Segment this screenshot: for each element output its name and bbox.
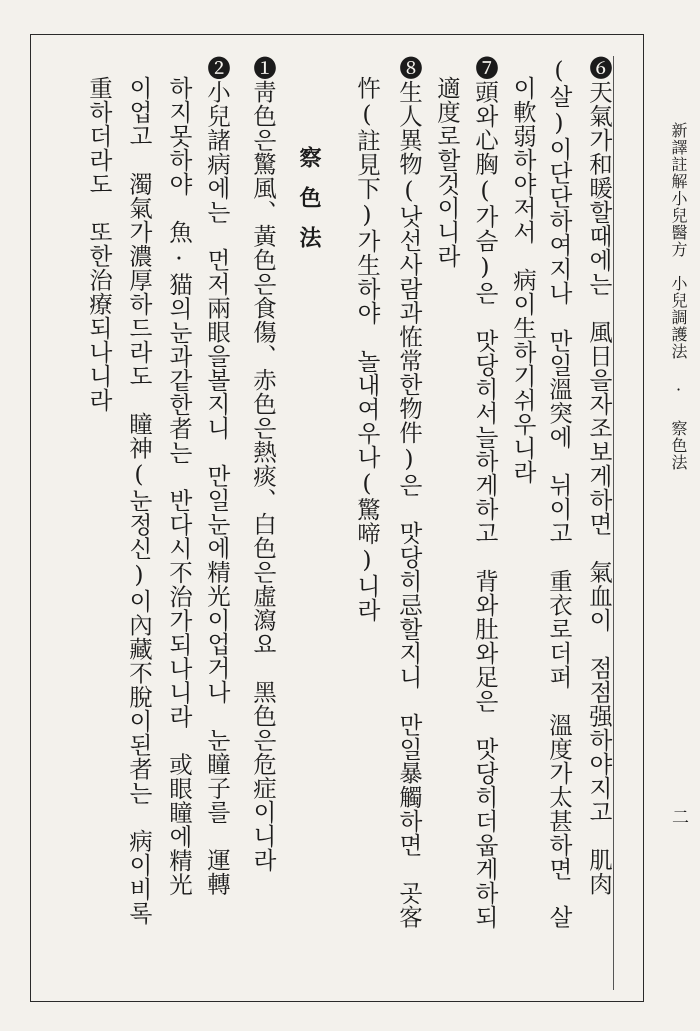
text-column: 重하더라도 또한治療되나니라 bbox=[85, 76, 113, 412]
text-column: 이軟弱하야저서 病이生하기쉬우니라 bbox=[509, 76, 537, 484]
section-title: 察色法 bbox=[296, 146, 322, 266]
text-column: 이업고 濁氣가濃厚하드라도 瞳神(눈정신)이內藏不脫이된者는 病이비록 bbox=[125, 76, 153, 925]
text-column: 忤(註見下)가生하야 놀내여우나(驚啼)니라 bbox=[353, 76, 381, 622]
text-column: 適度로할것이니라 bbox=[433, 76, 461, 268]
running-title: 新譯註解小兒醫方 小兒調護法 · 察色法 bbox=[669, 122, 688, 471]
text-column: ❼頭와心胸(가슴)은 맛당히서늘하게하고 背와肚와足은 맛당히더웁게하되 bbox=[471, 56, 499, 929]
text-column: ❽生人異物(낫선사람과恠常한物件)은 맛당히忌할지니 만일暴觸하면 곳客 bbox=[395, 56, 423, 929]
header-divider-line bbox=[613, 56, 614, 990]
text-column: 하지못하야 魚·猫의눈과같한者는 반다시不治가되나니라 或眼瞳에精光 bbox=[165, 76, 193, 897]
text-column: (살)이단단하여지나 만일溫突에 뉘이고 重衣로더퍼 溫度가太甚하면 살 bbox=[545, 56, 573, 929]
text-column: ❻天氣가和暖할때에는 風日을자조보게하면 氣血이 점점强하야지고 肌肉 bbox=[585, 56, 613, 896]
text-column: ❶靑色은驚風、黃色은食傷、赤色은熱痰、白色은虛瀉요 黑色은危症이니라 bbox=[249, 56, 277, 872]
page-number: 二 bbox=[668, 808, 688, 826]
text-column: ❷小兒諸病에는 먼저兩眼을볼지니 만일눈에精光이업거나 눈瞳子를 運轉 bbox=[203, 56, 231, 896]
